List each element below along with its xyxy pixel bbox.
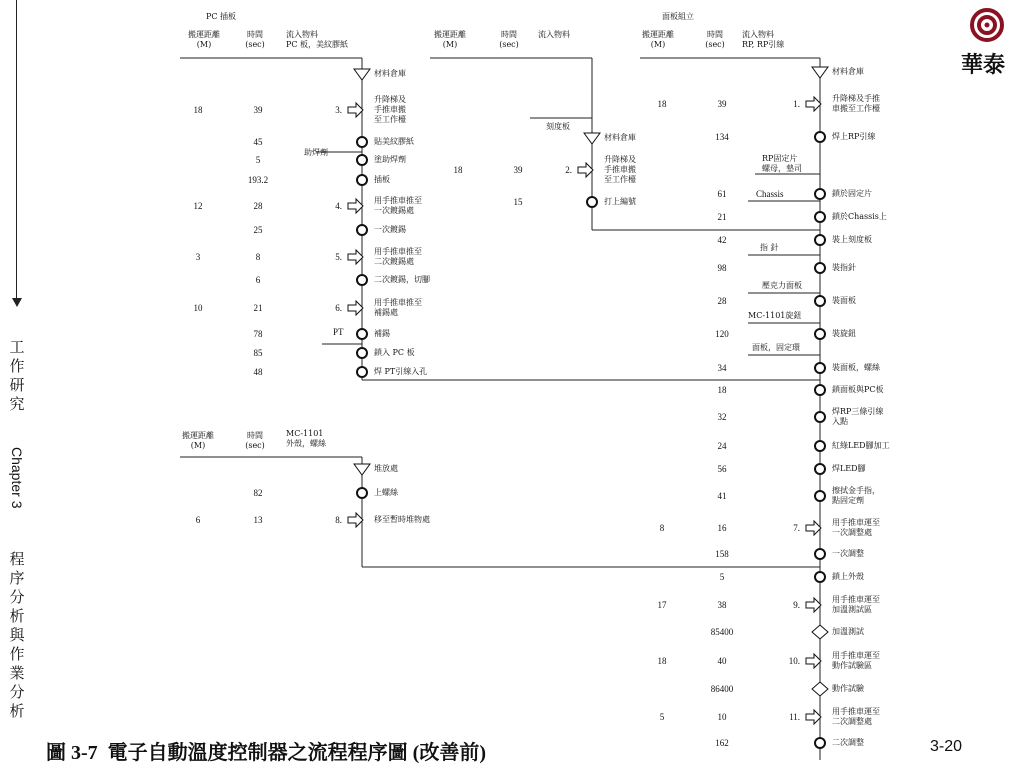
step-time: 39	[513, 165, 523, 175]
step-label: 鎖上外殼	[832, 572, 864, 581]
logo-text: 華泰	[961, 52, 1006, 78]
operation-symbol	[357, 275, 367, 285]
operation-symbol	[357, 488, 367, 498]
step-time: 120	[715, 329, 729, 339]
col2-branch-label: 刻度板	[546, 122, 570, 131]
step-label: 升降梯及 手推車搬 至工作檯	[604, 155, 636, 184]
operation-symbol	[815, 572, 825, 582]
operation-symbol	[815, 738, 825, 748]
step-label: 補錫	[374, 329, 390, 338]
step-number: 2.	[565, 165, 572, 175]
step-time: 40	[717, 656, 727, 666]
col1b-hdr-time: 時間 (sec)	[245, 431, 265, 450]
step-label: 焊LED腳	[832, 464, 866, 473]
col2-hdr-input: 流入物料	[538, 30, 570, 39]
storage-symbol	[354, 69, 370, 80]
operation-symbol	[357, 367, 367, 377]
inspection-symbol	[812, 625, 828, 639]
step-label: 鎖於固定片	[832, 189, 872, 198]
operation-symbol	[357, 329, 367, 339]
page-number: 3-20	[930, 738, 963, 755]
step-time: 193.2	[247, 175, 269, 185]
step-label: 用手推車運至 一次調整處	[832, 518, 880, 537]
transport-symbol	[348, 103, 363, 117]
col3-input-rp: RP固定片 螺母，墊司	[762, 154, 802, 173]
operation-symbol	[357, 348, 367, 358]
step-label: 裝面板	[832, 296, 856, 305]
step-label: 裝指針	[832, 263, 856, 272]
col3-input-knob: MC-1101旋鈕	[748, 311, 802, 320]
step-distance: 8	[659, 523, 665, 533]
operation-symbol	[357, 175, 367, 185]
col1-section-title: PC 插板	[206, 12, 237, 21]
operation-symbol	[815, 296, 825, 306]
step-time: 98	[717, 263, 727, 273]
step-time: 39	[717, 99, 727, 109]
step-time: 15	[513, 197, 523, 207]
step-time: 21	[253, 303, 263, 313]
col1-input-flux: 助焊劑	[304, 148, 328, 157]
transport-symbol	[806, 654, 821, 668]
step-time: 134	[715, 132, 729, 142]
step-time: 85400	[710, 627, 734, 637]
step-distance: 12	[193, 201, 203, 211]
col3-hdr-dist: 搬運距離 (M)	[642, 30, 674, 49]
step-label: 塗助焊劑	[374, 155, 406, 164]
step-label: 焊上RP引線	[832, 132, 876, 141]
col1-hdr-dist: 搬運距離 (M)	[188, 30, 220, 49]
step-label: 鎖於Chassis上	[832, 212, 887, 221]
step-label: 堆放處	[374, 464, 398, 473]
step-time: 45	[253, 137, 263, 147]
step-label: 上螺絲	[374, 488, 398, 497]
step-label: 鎖入 PC 板	[374, 348, 415, 357]
step-time: 41	[717, 491, 727, 501]
figure-caption: 圖 3-7 電子自動溫度控制器之流程程序圖 (改善前)	[46, 742, 486, 764]
storage-symbol	[584, 133, 600, 144]
step-number: 8.	[335, 515, 342, 525]
operation-symbol	[587, 197, 597, 207]
step-number: 4.	[335, 201, 342, 211]
col3-input-panel: 壓克力面板	[762, 281, 802, 290]
col3-input-fix: 面板，固定環	[752, 343, 800, 352]
operation-symbol	[815, 263, 825, 273]
step-number: 1.	[793, 99, 800, 109]
step-time: 5	[255, 155, 261, 165]
step-label: 焊 PT引線入孔	[374, 367, 428, 376]
step-number: 5.	[335, 252, 342, 262]
col3-hdr-time: 時間 (sec)	[705, 30, 725, 49]
operation-symbol	[815, 132, 825, 142]
step-time: 10	[717, 712, 727, 722]
storage-symbol	[812, 67, 828, 78]
operation-symbol	[815, 189, 825, 199]
step-distance: 17	[657, 600, 667, 610]
step-time: 28	[253, 201, 263, 211]
step-number: 3.	[335, 105, 342, 115]
step-number: 7.	[793, 523, 800, 533]
step-label: 二次調整	[832, 738, 864, 747]
step-label: 用手推車推至 一次鍍錫處	[374, 196, 422, 215]
step-label: 升降梯及手推 車搬至工作檯	[832, 94, 880, 113]
operation-symbol	[815, 549, 825, 559]
step-time: 56	[717, 464, 727, 474]
storage-symbol	[354, 464, 370, 475]
step-time: 24	[717, 441, 727, 451]
step-label: 裝面板，螺絲	[832, 363, 880, 372]
operation-symbol	[815, 491, 825, 501]
step-label: 材料倉庫	[832, 67, 864, 76]
operation-symbol	[815, 329, 825, 339]
col3-input-needle: 指 針	[760, 243, 779, 252]
step-distance: 3	[195, 252, 201, 262]
step-time: 78	[253, 329, 263, 339]
col3-section-title: 面板組立	[662, 12, 694, 21]
step-time: 39	[253, 105, 263, 115]
step-time: 158	[715, 549, 729, 559]
step-label: 一次調整	[832, 549, 864, 558]
step-distance: 10	[193, 303, 203, 313]
step-distance: 18	[193, 105, 203, 115]
transport-symbol	[806, 598, 821, 612]
step-distance: 18	[453, 165, 463, 175]
step-time: 82	[253, 488, 263, 498]
step-label: 材料倉庫	[374, 69, 406, 78]
operation-symbol	[357, 225, 367, 235]
step-label: 裝旋鈕	[832, 329, 856, 338]
operation-symbol	[357, 155, 367, 165]
step-label: 擦拭金手指， 點固定劑	[832, 486, 880, 505]
col2-hdr-dist: 搬運距離 (M)	[434, 30, 466, 49]
step-time: 38	[717, 600, 727, 610]
step-time: 13	[253, 515, 263, 525]
step-label: 用手推車運至 加溫測試區	[832, 595, 880, 614]
step-label: 動作試驗	[832, 684, 864, 693]
step-time: 16	[717, 523, 727, 533]
col2-hdr-time: 時間 (sec)	[499, 30, 519, 49]
step-time: 61	[717, 189, 727, 199]
transport-symbol	[348, 199, 363, 213]
step-label: 貼美紋膠紙	[374, 137, 414, 146]
sidebar-title-bottom: 程序分析與作業分析	[9, 550, 25, 720]
transport-symbol	[806, 97, 821, 111]
step-label: 鎖面板與PC板	[832, 385, 884, 394]
col1-hdr-input: 流入物料 PC 板，美紋膠紙	[286, 30, 349, 49]
step-number: 9.	[793, 600, 800, 610]
step-time: 85	[253, 348, 263, 358]
step-distance: 18	[657, 656, 667, 666]
transport-symbol	[348, 513, 363, 527]
step-number: 11.	[789, 712, 800, 722]
step-distance: 6	[195, 515, 201, 525]
sidebar-title-top: 工作研究	[9, 338, 25, 413]
step-label: 升降梯及 手推車搬 至工作檯	[374, 95, 406, 124]
step-time: 6	[255, 275, 261, 285]
step-number: 6.	[335, 303, 342, 313]
step-time: 42	[717, 235, 727, 245]
operation-symbol	[815, 363, 825, 373]
step-time: 48	[253, 367, 263, 377]
step-label: 加溫測試	[832, 627, 864, 636]
operation-symbol	[815, 235, 825, 245]
step-label: 焊RP三條引線 入點	[832, 407, 884, 426]
step-label: 二次鍍錫，切腳	[374, 275, 430, 284]
operation-symbol	[815, 441, 825, 451]
transport-symbol	[806, 710, 821, 724]
operation-symbol	[815, 464, 825, 474]
step-label: 裝上刻度板	[832, 235, 872, 244]
col1-input-pt: PT	[333, 327, 344, 337]
transport-symbol	[578, 163, 593, 177]
col1b-hdr-input: MC-1101 外殼，螺絲	[286, 429, 326, 448]
operation-symbol	[815, 385, 825, 395]
step-label: 材料倉庫	[604, 133, 636, 142]
col3-hdr-input: 流入物料 RP, RP引線	[742, 30, 785, 49]
step-time: 18	[717, 385, 727, 395]
step-time: 8	[255, 252, 261, 262]
step-label: 插板	[374, 175, 390, 184]
step-label: 用手推車運至 動作試驗區	[832, 651, 880, 670]
step-label: 一次鍍錫	[374, 225, 406, 234]
transport-symbol	[348, 250, 363, 264]
step-time: 162	[715, 738, 729, 748]
step-label: 用手推車推至 補錫處	[374, 298, 422, 317]
step-time: 86400	[710, 684, 734, 694]
step-time: 32	[717, 412, 727, 422]
step-time: 21	[717, 212, 727, 222]
step-distance: 18	[657, 99, 667, 109]
step-distance: 5	[659, 712, 665, 722]
step-label: 用手推車運至 二次調整處	[832, 707, 880, 726]
step-number: 10.	[788, 656, 800, 666]
step-time: 25	[253, 225, 263, 235]
step-label: 打上編號	[604, 197, 636, 206]
operation-symbol	[815, 412, 825, 422]
transport-symbol	[806, 521, 821, 535]
col1b-hdr-dist: 搬運距離 (M)	[182, 431, 214, 450]
step-label: 移至暫時堆物處	[374, 515, 430, 524]
transport-symbol	[348, 301, 363, 315]
operation-symbol	[815, 212, 825, 222]
col3-input-chassis: Chassis	[756, 189, 784, 199]
sidebar-chapter: Chapter 3	[9, 447, 25, 509]
step-time: 28	[717, 296, 727, 306]
col1-hdr-time: 時間 (sec)	[245, 30, 265, 49]
operation-symbol	[357, 137, 367, 147]
step-label: 用手推車推至 二次鍍錫處	[374, 247, 422, 266]
inspection-symbol	[812, 682, 828, 696]
step-label: 紅綠LED腳加工	[832, 441, 890, 450]
step-time: 5	[719, 572, 725, 582]
step-time: 34	[717, 363, 727, 373]
